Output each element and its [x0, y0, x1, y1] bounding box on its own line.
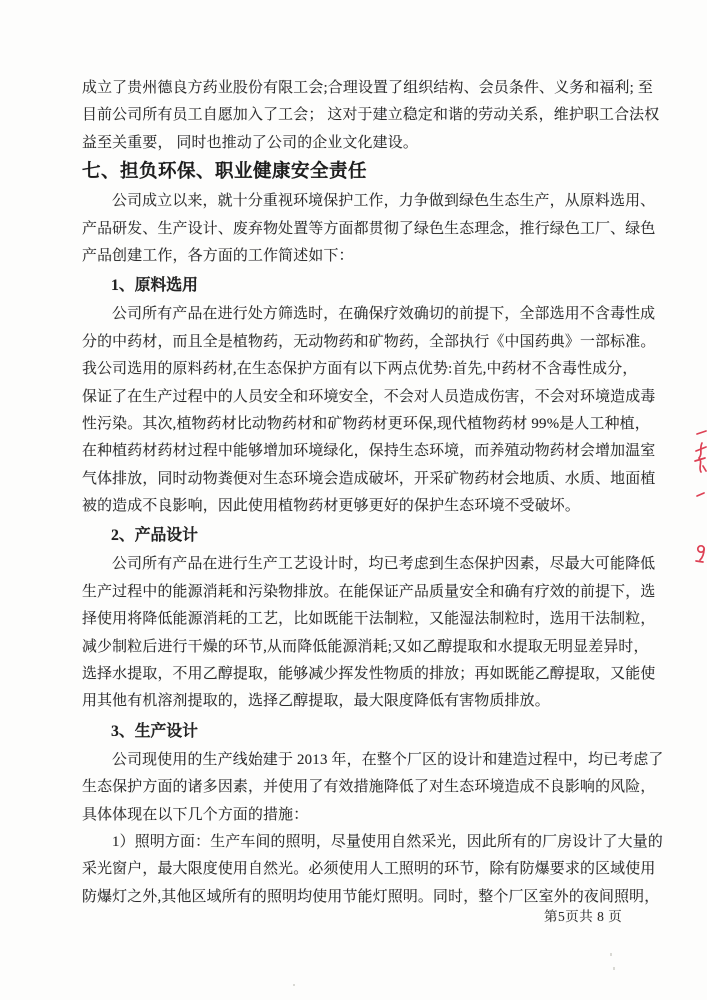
page-number-footer: 第5页共 8 页: [544, 909, 623, 924]
text-line: 公司所有产品在进行生产工艺设计时，均已考虑到生态保护因素，尽最大可能降低: [112, 556, 656, 573]
text-line: 公司现使用的生产线始建于 2013 年，在整个厂区的设计和建造过程中，均已考虑了: [112, 751, 664, 768]
red-tick-mark: [697, 493, 704, 496]
text-line: 目前公司所有员工自愿加入了工会； 这对于建立稳定和谐的劳动关系，维护职工合法权: [82, 107, 660, 124]
text-line: 产品研发、生产设计、废弃物处置等方面都贯彻了绿色生态理念，推行绿色工厂、绿色: [82, 220, 656, 237]
paragraph: [82, 188, 656, 270]
text-line: 生态保护方面的诸多因素，并使用了有效措施降低了对生态环境造成不良影响的风险，: [82, 779, 656, 796]
text-line: 在种植药材药材过程中能够增加环境绿化，保持生态环境，而养殖动物药材会增加温室: [82, 443, 656, 460]
text-line: 防爆灯之外,其他区域所有的照明均使用节能灯照明。同时，整个厂区室外的夜间照明，: [82, 888, 660, 905]
text-column: [82, 75, 664, 911]
scan-speck: [610, 953, 612, 956]
subsection-heading: 1、原料选用: [111, 277, 198, 295]
text-line: 产品创建工作，各方面的工作简述如下：: [82, 247, 354, 264]
paragraph: [82, 829, 663, 911]
text-line: 采光窗户，最大限度使用自然光。必须使用人工照明的环节，除有防爆要求的区域使用: [82, 861, 656, 878]
text-line: 性污染。其次,植物药材比动物药材和矿物药材更环保,现代植物药材 99%是人工种植，: [82, 415, 650, 432]
paragraph: [82, 551, 656, 715]
section-heading: 七、担负环保、职业健康安全责任: [82, 162, 368, 183]
text-line: 选择水提取，不用乙醇提取，能够减少挥发性物质的排放；再如既能乙醇提取，又能使: [82, 666, 656, 683]
text-line: 择使用将降低能源消耗的工艺，比如既能干法制粒，又能湿法制粒时，选用干法制粒，: [82, 611, 656, 628]
paragraph: [82, 747, 664, 829]
text-line: 成立了贵州德良方药业股份有限工会;合理设置了组织结构、会员条件、义务和福利; 至: [82, 80, 653, 96]
red-figure-fragment-mark: [696, 546, 704, 562]
text-line: 公司所有产品在进行处方筛选时，在确保疗效确切的前提下，全部选用不含毒性成: [112, 306, 656, 323]
text-line: 益至关重要， 同时也推动了公司的企业文化建设。: [82, 134, 418, 151]
text-line: 保证了在生产过程中的人员安全和环境安全，不会对人员造成伤害，不会对环境造成毒: [82, 388, 656, 405]
text-line: 分的中药材，而且全是植物药，无动物药和矿物药，全部执行《中国药典》一部标准。: [82, 333, 656, 350]
scan-speck: [293, 984, 295, 986]
text-line: 减少制粒后进行干燥的环节,从而降低能源消耗;又如乙醇提取和水提取无明显差异时，: [82, 638, 649, 655]
text-line: 公司成立以来，就十分重视环境保护工作，力争做到绿色生态生产，从原料选用、: [112, 193, 656, 210]
text-line: 气体排放，同时动物粪便对生态环境会造成破坏，开采矿物药材会地质、水质、地面植: [82, 470, 656, 487]
text-line: 具体体现在以下几个方面的措施：: [82, 806, 309, 823]
subsection-heading: 3、生产设计: [111, 722, 198, 740]
red-pen-edge-marks: [693, 427, 707, 567]
subsection-heading: 2、产品设计: [111, 527, 198, 545]
paragraph: [82, 75, 660, 157]
text-line: 1）照明方面：生产车间的照明，尽量使用自然采光，因此所有的厂房设计了大量的: [112, 833, 663, 850]
paragraph: [82, 301, 656, 520]
text-line: 被的造成不良影响，因此使用植物药材更够更好的保护生态环境不受破坏。: [82, 498, 580, 515]
red-character-fragment-mark: [695, 443, 706, 472]
scan-speck: [613, 967, 615, 970]
text-line: 生产过程中的能源消耗和污染物排放。在能保证产品质量安全和确有疗效的前提下，选: [82, 583, 656, 600]
text-line: 用其他有机溶剂提取的，选择乙醇提取，最大限度降低有害物质排放。: [82, 693, 550, 710]
red-dash-mark: [697, 431, 706, 434]
text-line: 我公司选用的原料药材,在生态保护方面有以下两点优势:首先,中药材不含毒性成分，: [82, 361, 638, 378]
